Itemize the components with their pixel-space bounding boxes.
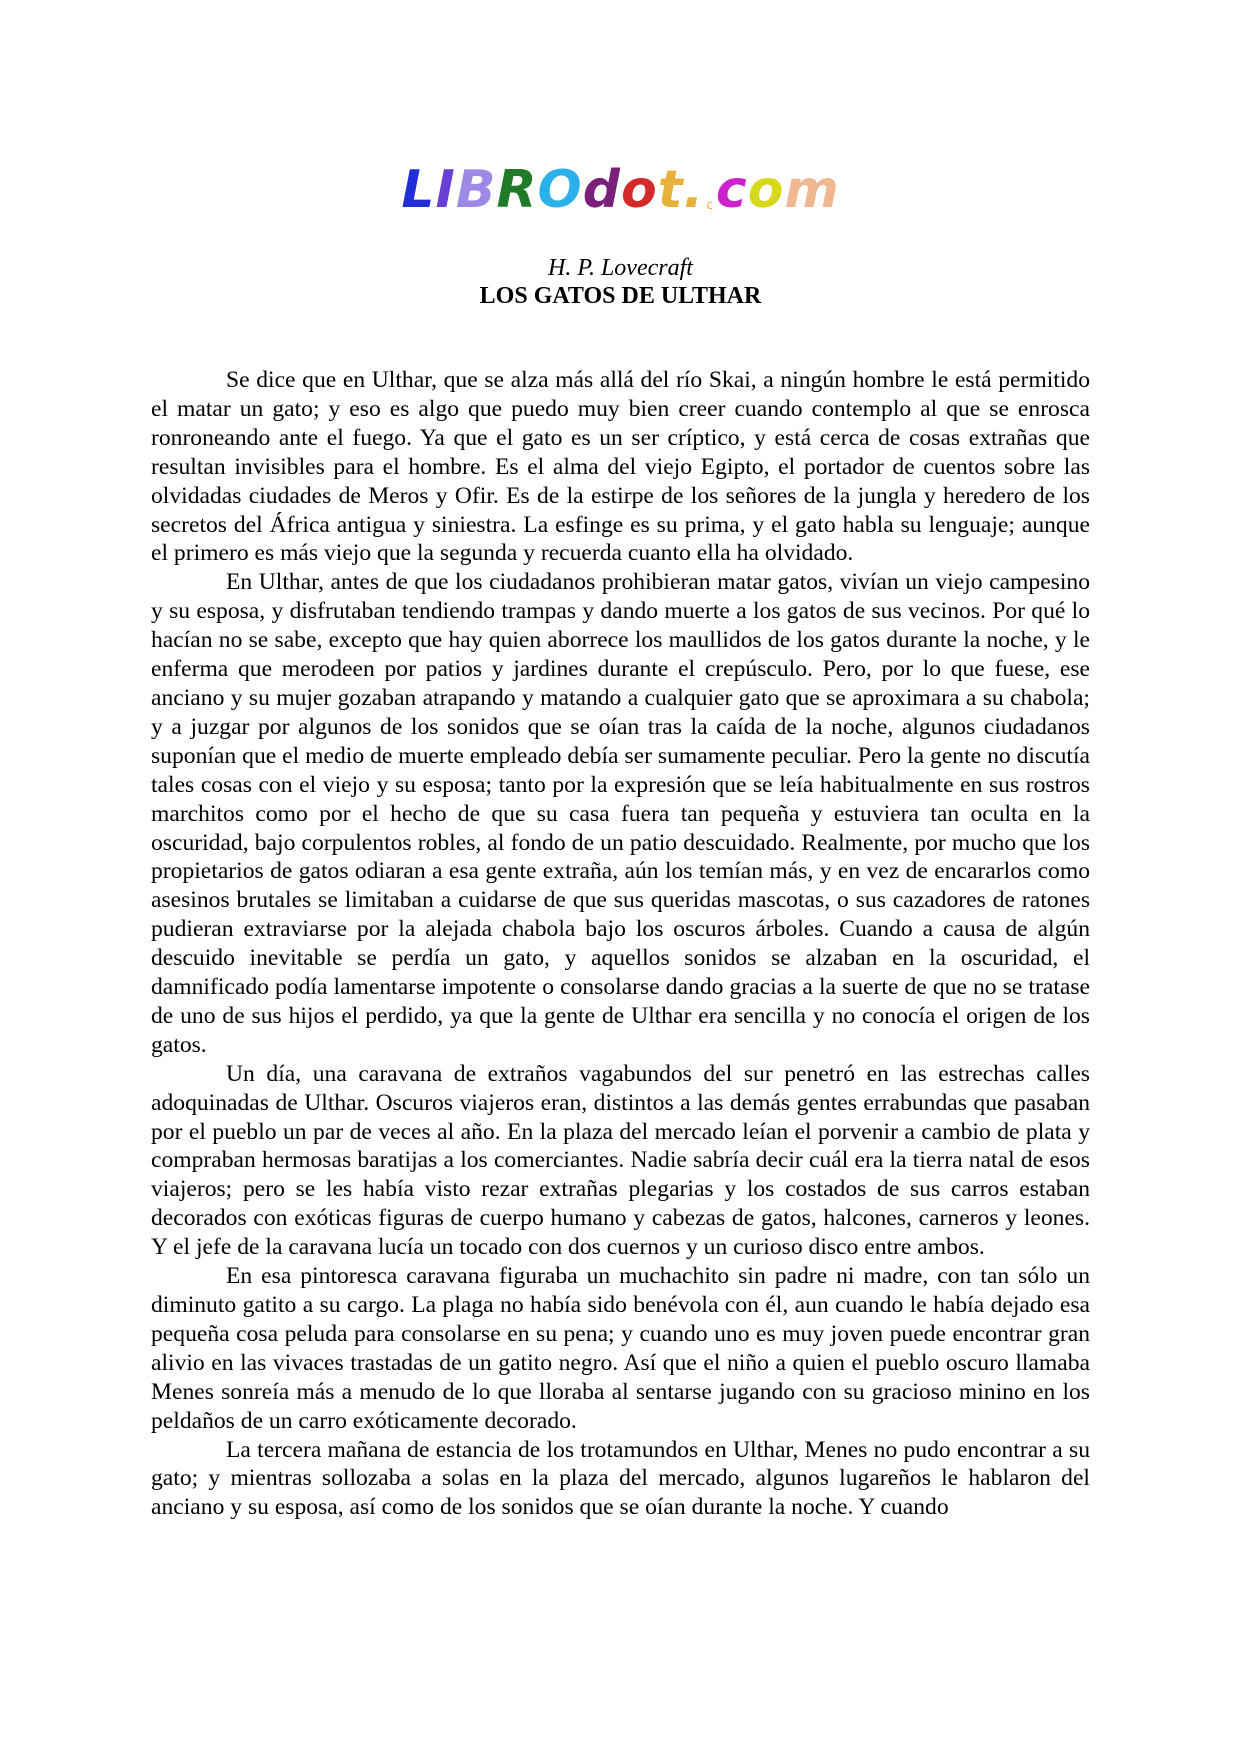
logo-letter-t: t — [657, 160, 684, 220]
logo-copyright-mark: c — [706, 198, 714, 212]
paragraph-3: Un día, una caravana de extraños vagabundos del sur penetró en las estrechas calles adoquinadas de Ulthar. Oscuros viajeros eran, distintos a las demás gentes errabundas que pasaban por el pueblo un par de veces al año. En la plaza del mercado leían el porvenir a cambio de plata y compraban hermosas baratijas a los comerciantes. Nadie sabría decir cuál era la tierra natal de esos viajeros; pero se les había visto rezar extrañas plegarias y los costados de sus carros estaban decorados con exóticas figuras de cuerpo humano y cabezas de gatos, halcones, carneros y leones. Y el jefe de la caravana lucía un tocado con dos cuernos y un curioso disco entre ambos. — [151, 1060, 1090, 1261]
logo-letter-r: R — [496, 160, 538, 220]
author-name: H. P. Lovecraft — [548, 255, 693, 281]
logo-letter-m: m — [784, 160, 840, 220]
paragraph-5: La tercera mañana de estancia de los trotamundos en Ulthar, Menes no pudo encontrar a su gato; y mientras sollozaba a solas en la plaza del mercado, algunos lugareños le hablaron del anciano y su esposa, así como de los sonidos que se oían durante la noche. Y cuando — [151, 1436, 1090, 1521]
story-body — [151, 366, 1090, 1522]
story-title: LOS GATOS DE ULTHAR — [479, 283, 762, 309]
logo-letter-b: B — [455, 160, 497, 220]
logo-letter-l: L — [401, 160, 436, 220]
paragraph-1: Se dice que en Ulthar, que se alza más allá del río Skai, a ningún hombre le está permitido el matar un gato; y eso es algo que puedo muy bien creer cuando contemplo al que se enrosca ronroneando ante el fuego. Ya que el gato es un ser críptico, y está cerca de cosas extrañas que resultan invisibles para el hombre. Es el alma del viejo Egipto, el portador de cuentos sobre las olvidadas ciudades de Meros y Ofir. Es de la estirpe de los señores de la jungla y heredero de los secretos del África antigua y siniestra. La esfinge es su prima, y el gato habla su lenguaje; aunque el primero es más viejo que la segunda y recuerda cuanto ella ha olvidado. — [151, 367, 1090, 567]
logo-letter-d: d — [582, 160, 621, 220]
logo-dot: . — [683, 160, 705, 220]
paragraph-2: En Ulthar, antes de que los ciudadanos prohibieran matar gatos, vivían un viejo campesino y su esposa, y disfrutaban tendiendo trampas y dando muerte a los gatos de sus vecinos. Por qué lo hacían no se sabe, excepto que hay quien aborrece los maullidos de los gatos durante la noche, y le enferma que merodeen por patios y jardines durante el crepúsculo. Pero, por lo que fuese, ese anciano y su mujer gozaban atrapando y matando a cualquier gato que se aproximara a su chabola; y a juzgar por algunos de los sonidos que se oían tras la caída de la noche, algunos ciudadanos suponían que el medio de muerte empleado debía ser sumamente peculiar. Pero la gente no discutía tales cosas con el viejo y su esposa; tanto por la expresión que se leía habitualmente en sus rostros marchitos como por el hecho de que su casa fuera tan pequeña y estuviera tan oculta en la oscuridad, bajo corpulentos robles, al fondo de un patio descuidado. Realmente, por mucho que los propietarios de gatos odiaran a esa gente extraña, aún los temían más, y en vez de encararlos como asesinos brutales se limitaban a cuidarse de que sus queridas mascotas, o sus cazadores de ratones pudieran extraviarse por la alejada chabola bajo los oscuros árboles. Cuando a causa de algún descuido inevitable se perdía un gato, y aquellos sonidos se alzaban en la oscuridad, el damnificado podía lamentarse impotente o consolarse dando gracias a la suerte de que no se tratase de uno de sus hijos el perdido, ya que la gente de Ulthar era sencilla y no conocía el origen de los gatos. — [151, 569, 1090, 1058]
logo-letter-c: c — [715, 160, 748, 220]
logo-letter-o3: o — [747, 160, 785, 220]
logo-letter-o: O — [537, 160, 583, 220]
logo-letter-o2: o — [620, 160, 658, 220]
librodot-logo — [0, 158, 1241, 237]
paragraph-4: En esa pintoresca caravana figuraba un muchachito sin padre ni madre, con tan sólo un diminuto gatito a su cargo. La plaga no había sido benévola con él, aun cuando le había dejado esa pequeña cosa peluda para consolarse en su pena; y cuando uno es muy joven puede encontrar gran alivio en las vivaces trastadas de un gatito negro. Así que el niño a quien el pueblo oscuro llamaba Menes sonreía más a menudo de lo que lloraba al sentarse jugando con su gracioso minino en los peldaños de un carro exóticamente decorado. — [151, 1263, 1090, 1434]
logo-letter-i: I — [435, 160, 456, 220]
